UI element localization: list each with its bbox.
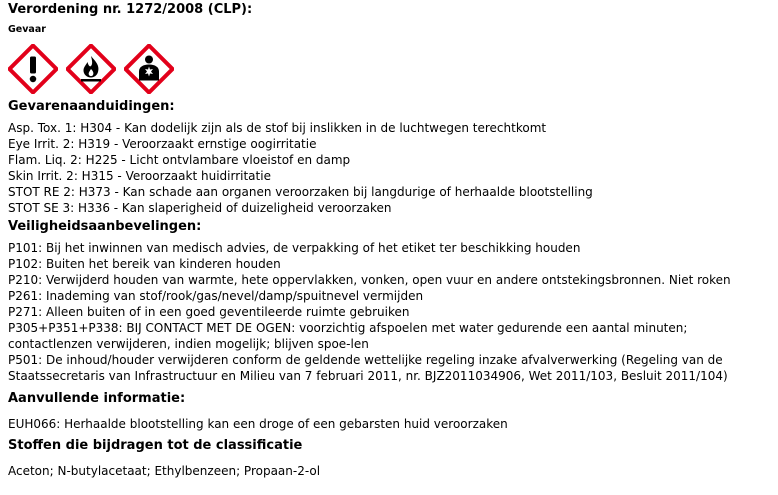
ghs08-health-hazard-icon <box>124 44 174 94</box>
precautionary-statement: P210: Verwijderd houden van warmte, hete oppervlakken, vonken, open vuur en andere ontstekingsbronnen. Niet roken <box>8 273 731 287</box>
hazard-statement: Flam. Liq. 2: H225 - Licht ontvlambare vloeistof en damp <box>8 153 351 167</box>
classification-substances: Aceton; N-butylacetaat; Ethylbenzeen; Propaan-2-ol <box>8 464 321 478</box>
precautionary-statement: P271: Alleen buiten of in een goed geventileerde ruimte gebruiken <box>8 305 410 319</box>
classification-heading: Stoffen die bijdragen tot de classificatie <box>8 438 303 453</box>
signal-word: Gevaar <box>8 24 46 35</box>
precautionary-statements-heading: Veiligheidsaanbevelingen: <box>8 219 202 234</box>
hazard-statement: STOT RE 2: H373 - Kan schade aan organen veroorzaken bij langdurige of herhaalde blootstelling <box>8 185 593 199</box>
ghs07-exclamation-mark-icon <box>8 44 58 94</box>
hazard-statements-heading: Gevarenaanduidingen: <box>8 99 175 114</box>
euh-statement: EUH066: Herhaalde blootstelling kan een droge of een gebarsten huid veroorzaken <box>8 417 508 431</box>
precautionary-statement: P305+P351+P338: BIJ CONTACT MET DE OGEN: voorzichtig afspoelen met water gedurende een aantal minuten; contactlenzen verwijderen, indien mogelijk; blijven spoe-len <box>8 321 688 351</box>
hazard-statement: Skin Irrit. 2: H315 - Veroorzaakt huidirritatie <box>8 169 271 183</box>
clp-label-document <box>8 0 774 479</box>
hazard-statement: STOT SE 3: H336 - Kan slaperigheid of duizeligheid veroorzaken <box>8 201 392 215</box>
supplemental-info-heading: Aanvullende informatie: <box>8 391 186 406</box>
classification-info <box>8 463 774 479</box>
precautionary-statement: P102: Buiten het bereik van kinderen houden <box>8 257 281 271</box>
hazard-statement: Eye Irrit. 2: H319 - Veroorzaakt ernstige oogirritatie <box>8 137 317 151</box>
precautionary-statement: P261: Inademing van stof/rook/gas/nevel/damp/spuitnevel vermijden <box>8 289 424 303</box>
hazard-statement: Asp. Tox. 1: H304 - Kan dodelijk zijn als de stof bij inslikken in de luchtwegen terechtkomt <box>8 121 547 135</box>
hazard-pictograms <box>8 44 774 96</box>
precautionary-statement: P101: Bij het inwinnen van medisch advies, de verpakking of het etiket ter beschikking houden <box>8 241 581 255</box>
precautionary-statements-list <box>8 240 774 384</box>
regulation-title: Verordening nr. 1272/2008 (CLP): <box>8 2 253 17</box>
hazard-statements-list <box>8 120 774 216</box>
precautionary-statement: P501: De inhoud/houder verwijderen conform de geldende wettelijke regeling inzake afvalverwerking (Regeling van de Staatssecretaris van Infrastructuur en Milieu van 7 februari 2011, nr. BJZ2011034906, Wet 2011/103, Besluit 2011/104) <box>8 353 728 383</box>
ghs02-flame-icon <box>66 44 116 94</box>
supplemental-info <box>8 416 774 432</box>
